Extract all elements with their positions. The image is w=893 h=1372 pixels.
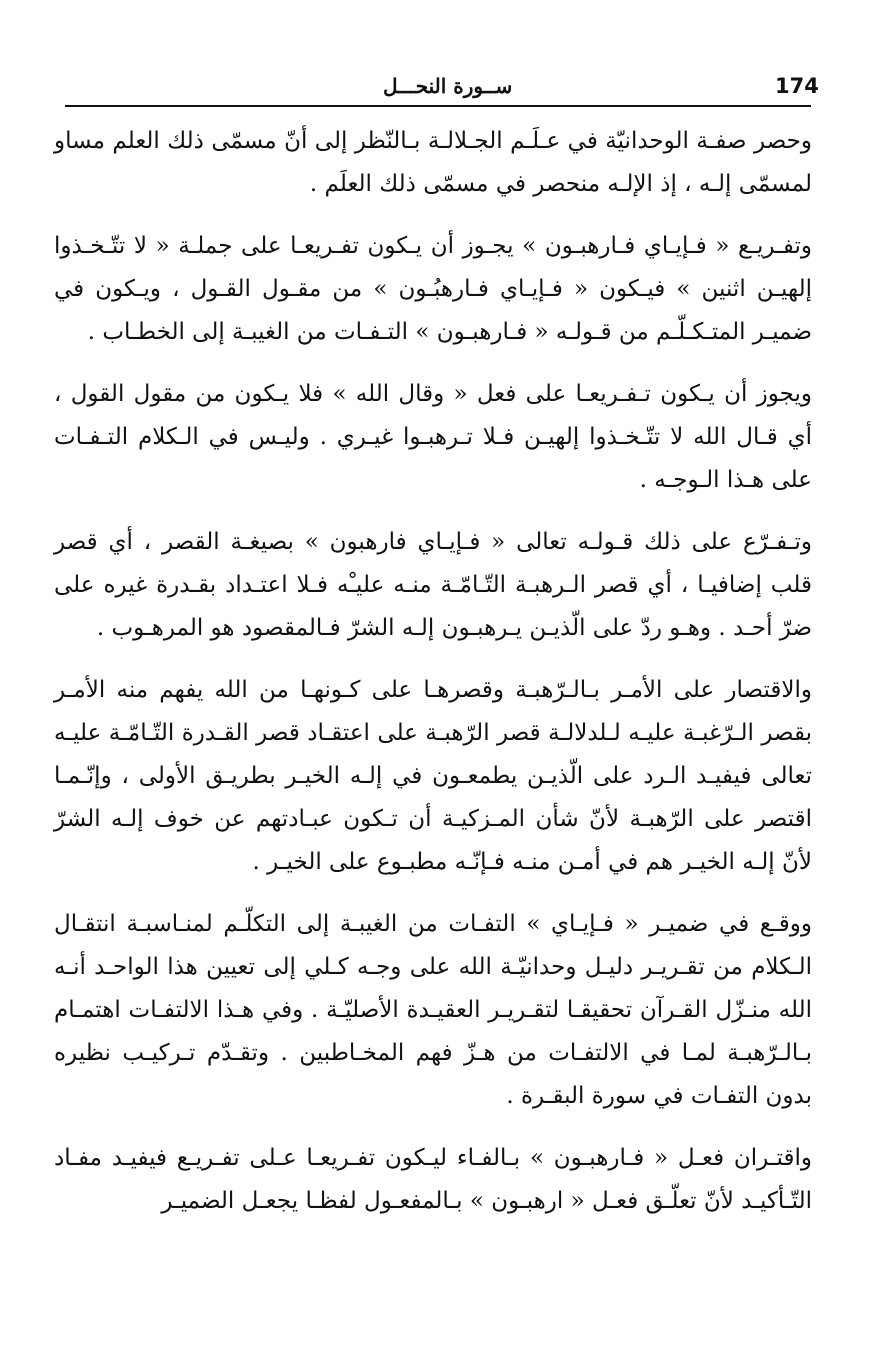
surah-title: ســورة النحـــل (383, 74, 513, 98)
paragraph-7: واقتـران فعـل « فـارهبـون » بـالفـاء ليـكون تفـريعـا عـلى تفـريـع فيفيـد مفـاد التّـأكيـد لأنّ تعلّـق فعـل « ارهبـون » بـالمفعـول لفظـا يجعـل الضميـر (54, 1145, 812, 1214)
page-header (65, 66, 819, 106)
paragraph-5: والاقتصار على الأمـر بـالـرّهبـة وقصرهـا على كـونهـا من الله يفهم منه الأمـر بقصر الـرّغبـة عليـه لـلدلالـة قصر الرّهبـة على اعتقـاد قصر القـدرة التّـامّـة عليـه تعالى فيفيـد الـرد على الّذيـن يطمعـون في إلـه الخيـر بطريـق الأولى ، وإنّـمـا اقتصر على الرّهبـة لأنّ شأن المـزكيـة أن تـكون عبـادتهم عن خوف إلـه الشرّ لأنّ إلـه الخيـر هم في أمـن منـه فـإنّـه مطبـوع على الخيـر . (54, 677, 812, 875)
paragraph-1: وحصر صفـة الوحدانيّة في عـلَـم الجـلالـة بـالنّظر إلى أنّ مسمّى ذلك العلم مساو لمسمّى إلـه ، إذ الإلـه منحصر في مسمّى ذلك العلَم . (54, 128, 812, 197)
paragraph-4: وتـفـرّع على ذلك قـولـه تعالى « فـإيـاي فارهبون » بصيغـة القصر ، أي قصر قلب إضافيـا ، أي قصر الـرهبـة التّـامّـة منـه عليـْه فـلا اعتـداد بقـدرة غيره على ضرّ أحـد . وهـو ردّ على الّذيـن يـرهبـون إلـه الشرّ فـالمقصود هو المرهـوب . (54, 529, 812, 641)
header-rule (65, 105, 811, 107)
body-text (54, 120, 812, 1242)
page-number: 174 (775, 74, 819, 98)
paragraph-3: ويجوز أن يـكون تـفـريعـا على فعل « وقال الله » فلا يـكون من مقول القول ، أي قـال الله لا تتّـخـذوا إلهيـن فـلا تـرهبـوا غيـري . وليـس في الـكلام التـفـات على هـذا الـوجـه . (54, 381, 812, 493)
paragraph-2: وتفـريـع « فـإيـاي فـارهبـون » يجـوز أن يـكون تفـريعـا على جملـة « لا تتّـخـذوا إلهيـن اثنين » فيـكون « فـإيـاي فـارهبُـون » من مقـول القـول ، ويـكون في ضميـر المتـكـلّـم من قـولـه « فـارهبـون » التـفـات من الغيبـة إلى الخطـاب . (54, 233, 812, 345)
paragraph-6: ووقـع في ضميـر « فـإيـاي » التفـات من الغيبـة إلى التكلّـم لمنـاسبـة انتقـال الـكلام من تقـريـر دليـل وحدانيّـة الله على وجـه كـلي إلى تعيين هذا الواحـد أنـه الله منـزّل القـرآن تحقيقـا لتقـريـر العقيـدة الأصليّـة . وفي هـذا الالتفـات اهتمـام بـالـرّهبـة لمـا في الالتفـات من هـزّ فهم المخـاطبين . وتقـدّم تـركيـب نظيره بدون التفـات في سورة البقـرة . (54, 911, 812, 1109)
